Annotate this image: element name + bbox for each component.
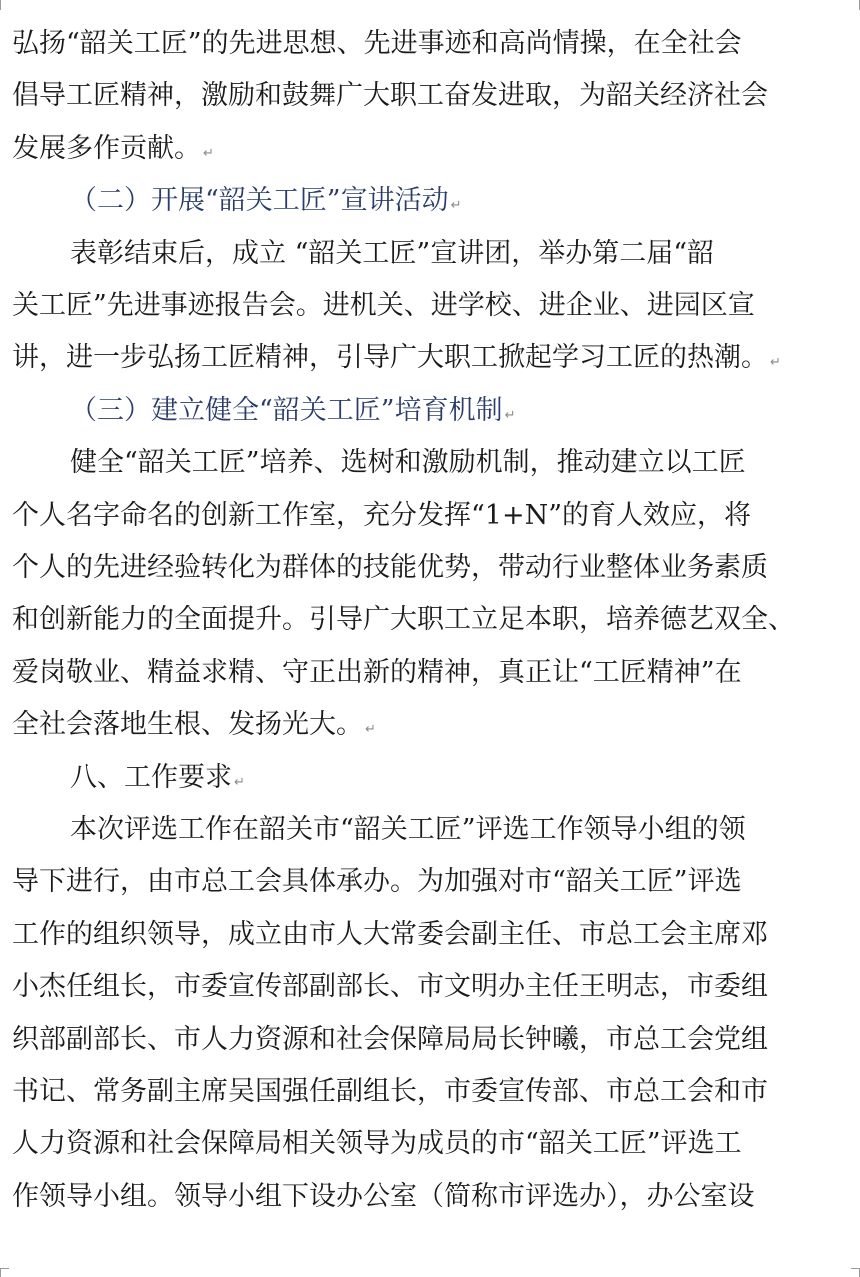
- text-line: [12, 699, 842, 751]
- paragraph-mark-icon: ↵: [234, 774, 245, 790]
- text-line: [12, 961, 842, 1013]
- section-subheading: [70, 175, 842, 227]
- page-corner-mark: [851, 1268, 860, 1277]
- text-line: [12, 647, 842, 699]
- paragraph-mark-icon: ↵: [450, 198, 462, 214]
- text-line: [12, 490, 842, 542]
- paragraph-mark-icon: ↵: [770, 355, 781, 371]
- text-line: [12, 1014, 842, 1066]
- line-text: 八、工作要求: [70, 761, 232, 793]
- text-line: [12, 1171, 842, 1223]
- text-line: [12, 280, 842, 332]
- text-line: [12, 70, 842, 122]
- line-text: 织部副部长、市人力资源和社会保障局局长钟曦，市总工会党组: [12, 1023, 768, 1055]
- text-line: [12, 1118, 842, 1170]
- text-line: [12, 1066, 842, 1118]
- line-text: 表彰结束后，成立 “韶关工匠”宣讲团，举办第二届“韶: [70, 237, 714, 269]
- page-corner-mark: [0, 0, 11, 10]
- text-line: [12, 594, 842, 646]
- line-text: 小杰任组长，市委宣传部副部长、市文明办主任王明志，市委组: [12, 971, 768, 1003]
- line-text: 和创新能力的全面提升。引导广大职工立足本职，培养德艺双全、: [12, 604, 795, 636]
- text-line: [12, 123, 842, 175]
- text-line: [70, 752, 842, 804]
- text-line: [12, 542, 842, 594]
- line-text: 个人名字命名的创新工作室，充分发挥“1+N”的育人效应，将: [12, 499, 752, 531]
- text-line: [70, 437, 842, 489]
- text-line: [12, 856, 842, 908]
- line-text: 讲，进一步弘扬工匠精神，引导广大职工掀起学习工匠的热潮。: [12, 342, 768, 374]
- text-line: [12, 332, 842, 384]
- text-line: [70, 804, 842, 856]
- line-text: 发展多作贡献。: [12, 132, 201, 164]
- paragraph-mark-icon: ↵: [203, 145, 214, 161]
- line-text: 本次评选工作在韶关市“韶关工匠”评选工作领导小组的领: [70, 814, 746, 845]
- line-text: 人力资源和社会保障局相关领导为成员的市“韶关工匠”评选工: [12, 1128, 742, 1160]
- line-text: 弘扬“韶关工匠”的先进思想、先进事迹和高尚情操，在全社会: [12, 28, 742, 59]
- paragraph-mark-icon: ↵: [365, 722, 376, 738]
- line-text: 导下进行，由市总工会具体承办。为加强对市“韶关工匠”评选: [12, 866, 742, 898]
- paragraph-mark-icon: ↵: [504, 407, 516, 423]
- line-text: 健全“韶关工匠”培养、选树和激励机制，推动建立以工匠: [70, 447, 746, 479]
- line-text: 倡导工匠精神，激励和鼓舞广大职工奋发进取，为韶关经济社会: [12, 80, 768, 112]
- page-corner-mark: [0, 1268, 9, 1277]
- line-text: 书记、常务副主席吴国强任副组长，市委宣传部、市总工会和市: [12, 1076, 768, 1107]
- page-corner-mark: [849, 0, 860, 10]
- text-line: [12, 18, 842, 70]
- line-text: 关工匠”先进事迹报告会。进机关、进学校、进企业、进园区宣: [12, 290, 755, 321]
- line-text: 爱岗敬业、精益求精、守正出新的精神，真正让“工匠精神”在: [12, 656, 742, 688]
- section-subheading: [70, 385, 842, 437]
- line-text: 个人的先进经验转化为群体的技能优势，带动行业整体业务素质: [12, 552, 768, 583]
- line-text: （二）开展“韶关工匠”宣讲活动: [70, 185, 449, 217]
- text-line: [12, 909, 842, 961]
- line-text: （三）建立健全“韶关工匠”培育机制: [70, 394, 503, 426]
- text-line: [70, 228, 842, 280]
- line-text: 作领导小组。领导小组下设办公室（简称市评选办），办公室设: [12, 1180, 755, 1212]
- line-text: 全社会落地生根、发扬光大。: [12, 709, 363, 741]
- line-text: 工作的组织领导，成立由市人大常委会副主任、市总工会主席邓: [12, 918, 768, 950]
